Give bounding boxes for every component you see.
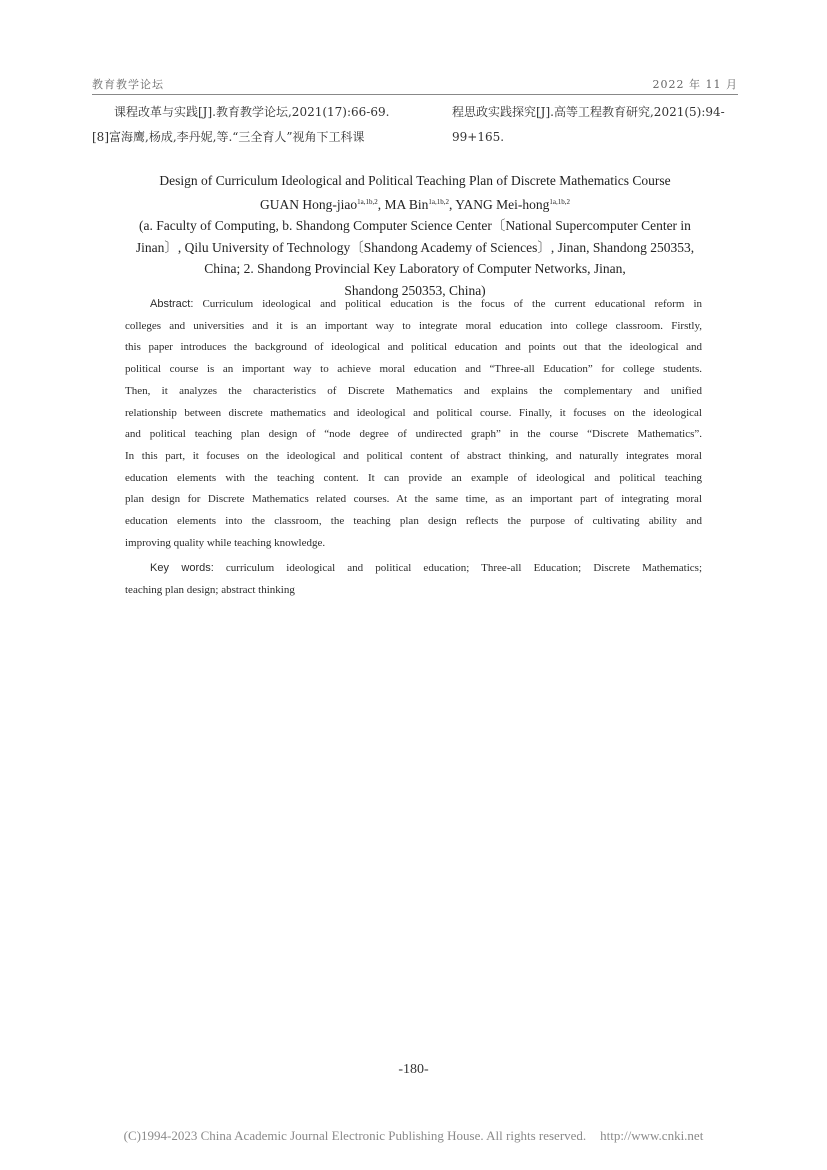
abstract-line: colleges and universities and it is an important way to integrate moral education into college classroom. Firstly, — [125, 319, 702, 332]
issue-date: 2022 年 11 月 — [652, 78, 738, 91]
keywords-line: teaching plan design; abstract thinking — [125, 584, 295, 597]
reference-line: 课程改革与实践[J].教育教学论坛,2021(17):66-69. — [114, 105, 390, 119]
abstract-line: improving quality while teaching knowledge. — [125, 536, 326, 549]
author-name: GUAN Hong-jiao — [260, 196, 358, 212]
page-number: -180- — [398, 1062, 429, 1077]
paper-title: Design of Curriculum Ideological and Political Teaching Plan of Discrete Mathematics Course — [159, 173, 671, 188]
author-affiliation-mark: 1a,1b,2 — [428, 197, 449, 206]
reference-line: [8]富海鹰,杨成,李丹妮,等.“三全育人”视角下工科课 — [92, 130, 365, 144]
abstract-text: Curriculum ideological and political education is the focus of the current educational reform in — [202, 298, 702, 310]
copyright-footer — [0, 1128, 827, 1144]
keywords-line — [125, 558, 702, 580]
affiliation-line: (a. Faculty of Computing, b. Shandong Computer Science Center〔National Supercomputer Center in — [139, 218, 691, 233]
abstract-line: plan design for Discrete Mathematics related courses. At the same time, as an important part of integrating moral — [125, 493, 702, 506]
affiliation-line: China; 2. Shandong Provincial Key Laboratory of Computer Networks, Jinan, — [204, 261, 626, 276]
abstract-label: Abstract: — [150, 298, 194, 310]
author-separator: , — [449, 196, 456, 212]
keywords-label: Key words: — [150, 562, 214, 575]
abstract-line: and political teaching plan design of “node degree of undirected graph” in the course “Discrete Mathematics”. — [125, 428, 702, 441]
affiliation-line: Jinan〕, Qilu University of Technology〔Shandong Academy of Sciences〕, Jinan, Shandong 250353, — [135, 239, 695, 255]
reference-line: 程思政实践探究[J].高等工程教育研究,2021(5):94- — [452, 105, 725, 119]
author-affiliation-mark: 1a,1b,2 — [357, 197, 378, 206]
abstract-line: Then, it analyzes the characteristics of Discrete Mathematics and explains the complementary and unified — [125, 384, 702, 397]
abstract-line: education elements into the classroom, the teaching plan design reflects the purpose of cultivating ability and — [125, 515, 702, 528]
reference-line: 99+165. — [452, 130, 505, 144]
header-rule — [92, 94, 738, 95]
journal-name: 教育教学论坛 — [92, 78, 164, 91]
author-affiliation-mark: 1a,1b,2 — [549, 197, 570, 206]
author-line — [92, 192, 738, 216]
abstract-line: relationship between discrete mathematics and ideological and political course. Finally, it focuses on the ideological — [125, 406, 702, 419]
author-separator: , — [377, 196, 385, 212]
copyright-text: (C)1994-2023 China Academic Journal Electronic Publishing House. All rights reserved. — [123, 1128, 587, 1143]
affiliation-line: Shandong 250353, China) — [344, 282, 486, 298]
abstract-line: education elements with the teaching content. It can provide an example of ideological and political teaching — [125, 471, 702, 484]
abstract-line: political course is an important way to achieve moral education and “Three-all Education” for college students. — [125, 363, 702, 376]
abstract-section — [125, 294, 702, 602]
abstract-line — [125, 294, 702, 316]
abstract-line: this paper introduces the background of ideological and political education and points out that the ideological and — [125, 341, 702, 354]
reference-list-left — [92, 100, 422, 150]
keywords-text: curriculum ideological and political education; Three-all Education; Discrete Mathematics; — [225, 562, 702, 575]
footer-url[interactable]: http://www.cnki.net — [600, 1128, 704, 1143]
reference-list-right — [452, 100, 752, 150]
author-name: MA Bin — [384, 196, 429, 212]
abstract-line: In this part, it focuses on the ideological and political content of abstract thinking, and naturally integrates moral — [125, 449, 702, 462]
author-name: YANG Mei-hong — [455, 196, 550, 212]
english-title-block — [92, 170, 738, 301]
